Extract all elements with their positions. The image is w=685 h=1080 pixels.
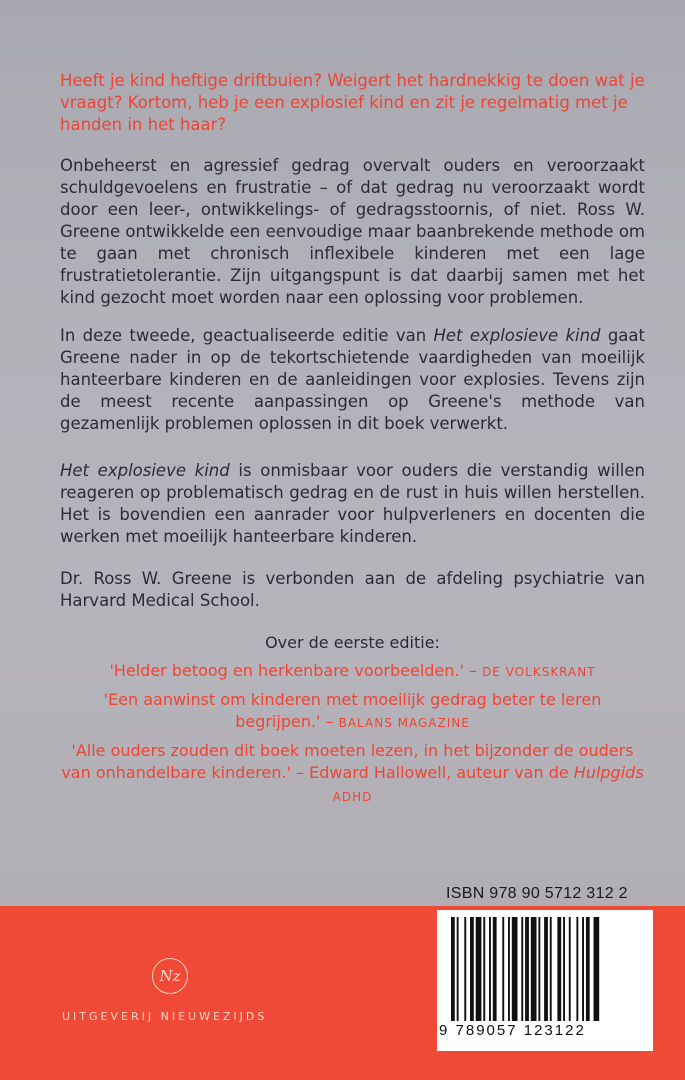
description-paragraph-3	[60, 460, 645, 548]
quote-3-book: Hulpgids	[573, 763, 644, 782]
barcode-bar	[476, 917, 482, 1021]
barcode-bar	[521, 917, 523, 1021]
barcode-bar	[464, 917, 466, 1021]
isbn-label: ISBN 978 90 5712 312 2	[446, 885, 628, 902]
barcode-bar	[550, 917, 552, 1021]
barcode-bars	[451, 917, 639, 1021]
review-quotes	[60, 632, 645, 808]
paragraph-2-rest: gaat Greene nader in op de tekortschietende vaardigheden van moeilijk hanteerbare kinderen en de aanleidingen voor explosies. Tevens zijn de meest recente aanpassingen op Greene's methode van gezamenlijk problemen oplossen in dit boek verwerkt.	[60, 326, 645, 433]
quote-2-source: BALANS MAGAZINE	[338, 716, 470, 730]
quotes-heading: Over de eerste editie:	[265, 633, 440, 652]
description-paragraph-1: Onbeheerst en agressief gedrag overvalt ouders en veroorzaakt schuldgevoelens en frustratie – of dat gedrag nu veroorzaakt wordt door een leer-, ontwikkelings- of gedragsstoornis, of niet. Ross W. Greene ontwikkelde een eenvoudige maar baanbrekende methode om te gaan met chronisch inflexibele kinderen met een lage frustratietolerantie. Zijn uitgangspunt is dat daarbij samen met het kind gezocht moet worden naar een oplossing voor problemen.	[60, 156, 645, 307]
barcode-bar	[557, 917, 561, 1021]
barcode-bar	[493, 917, 497, 1021]
barcode-bar	[502, 917, 504, 1021]
quote-1-source: DE VOLKSKRANT	[482, 665, 596, 679]
barcode-bar	[586, 917, 590, 1021]
review-quote-2	[60, 689, 645, 734]
publisher-name: UITGEVERIJ NIEUWEZIJDS	[62, 1010, 268, 1023]
barcode-bar	[576, 917, 578, 1021]
barcode-bar	[508, 917, 510, 1021]
barcode-bar	[483, 917, 485, 1021]
barcode-bar	[594, 917, 600, 1021]
barcode-bar	[470, 917, 474, 1021]
barcode	[437, 910, 653, 1051]
description-paragraph-2	[60, 325, 645, 435]
quote-1-text: 'Helder betoog en herkenbare voorbeelden.' –	[109, 661, 483, 680]
publisher-logo: Nz	[152, 958, 188, 994]
review-quote-1	[60, 660, 645, 683]
barcode-number: 9 789057 123122	[439, 1022, 586, 1039]
barcode-bar	[538, 917, 540, 1021]
quote-3-book-suffix: ADHD	[332, 790, 373, 804]
paragraph-3-rest: is onmisbaar voor ouders die verstandig willen reageren op problematisch gedrag en de rust in huis willen herstellen. Het is bovendien een aanrader voor hulpverleners en docenten die werken met moeilijk hanteerbare kinderen.	[60, 461, 645, 546]
quote-3-text: 'Alle ouders zouden dit boek moeten lezen, in het bijzonder de ouders van onhandelbare kinderen.' – Edward Hallowell, auteur van de	[61, 741, 634, 782]
barcode-bar	[531, 917, 537, 1021]
barcode-bar	[544, 917, 548, 1021]
barcode-bar	[563, 917, 565, 1021]
book-title-italic: Het explosieve kind	[60, 461, 230, 480]
barcode-bar	[451, 917, 455, 1021]
review-quote-3	[60, 740, 645, 808]
barcode-bar	[582, 917, 584, 1021]
barcode-bar	[512, 917, 518, 1021]
barcode-bar	[457, 917, 459, 1021]
book-title-italic: Het explosieve kind	[433, 326, 601, 345]
barcode-bar	[525, 917, 529, 1021]
paragraph-2-lead: In deze tweede, geactualiseerde editie van	[60, 326, 434, 345]
intro-text: Heeft je kind heftige driftbuien? Weigert het hardnekkig te doen wat je vraagt? Kortom, heb je een explosief kind en zit je regelmatig met je handen in het haar?	[60, 71, 645, 134]
author-bio: Dr. Ross W. Greene is verbonden aan de afdeling psychiatrie van Harvard Medical School.	[60, 569, 645, 610]
quote-2-text: 'Een aanwinst om kinderen met moeilijk gedrag beter te leren begrijpen.' –	[103, 690, 602, 731]
barcode-bar	[489, 917, 491, 1021]
barcode-bar	[569, 917, 571, 1021]
